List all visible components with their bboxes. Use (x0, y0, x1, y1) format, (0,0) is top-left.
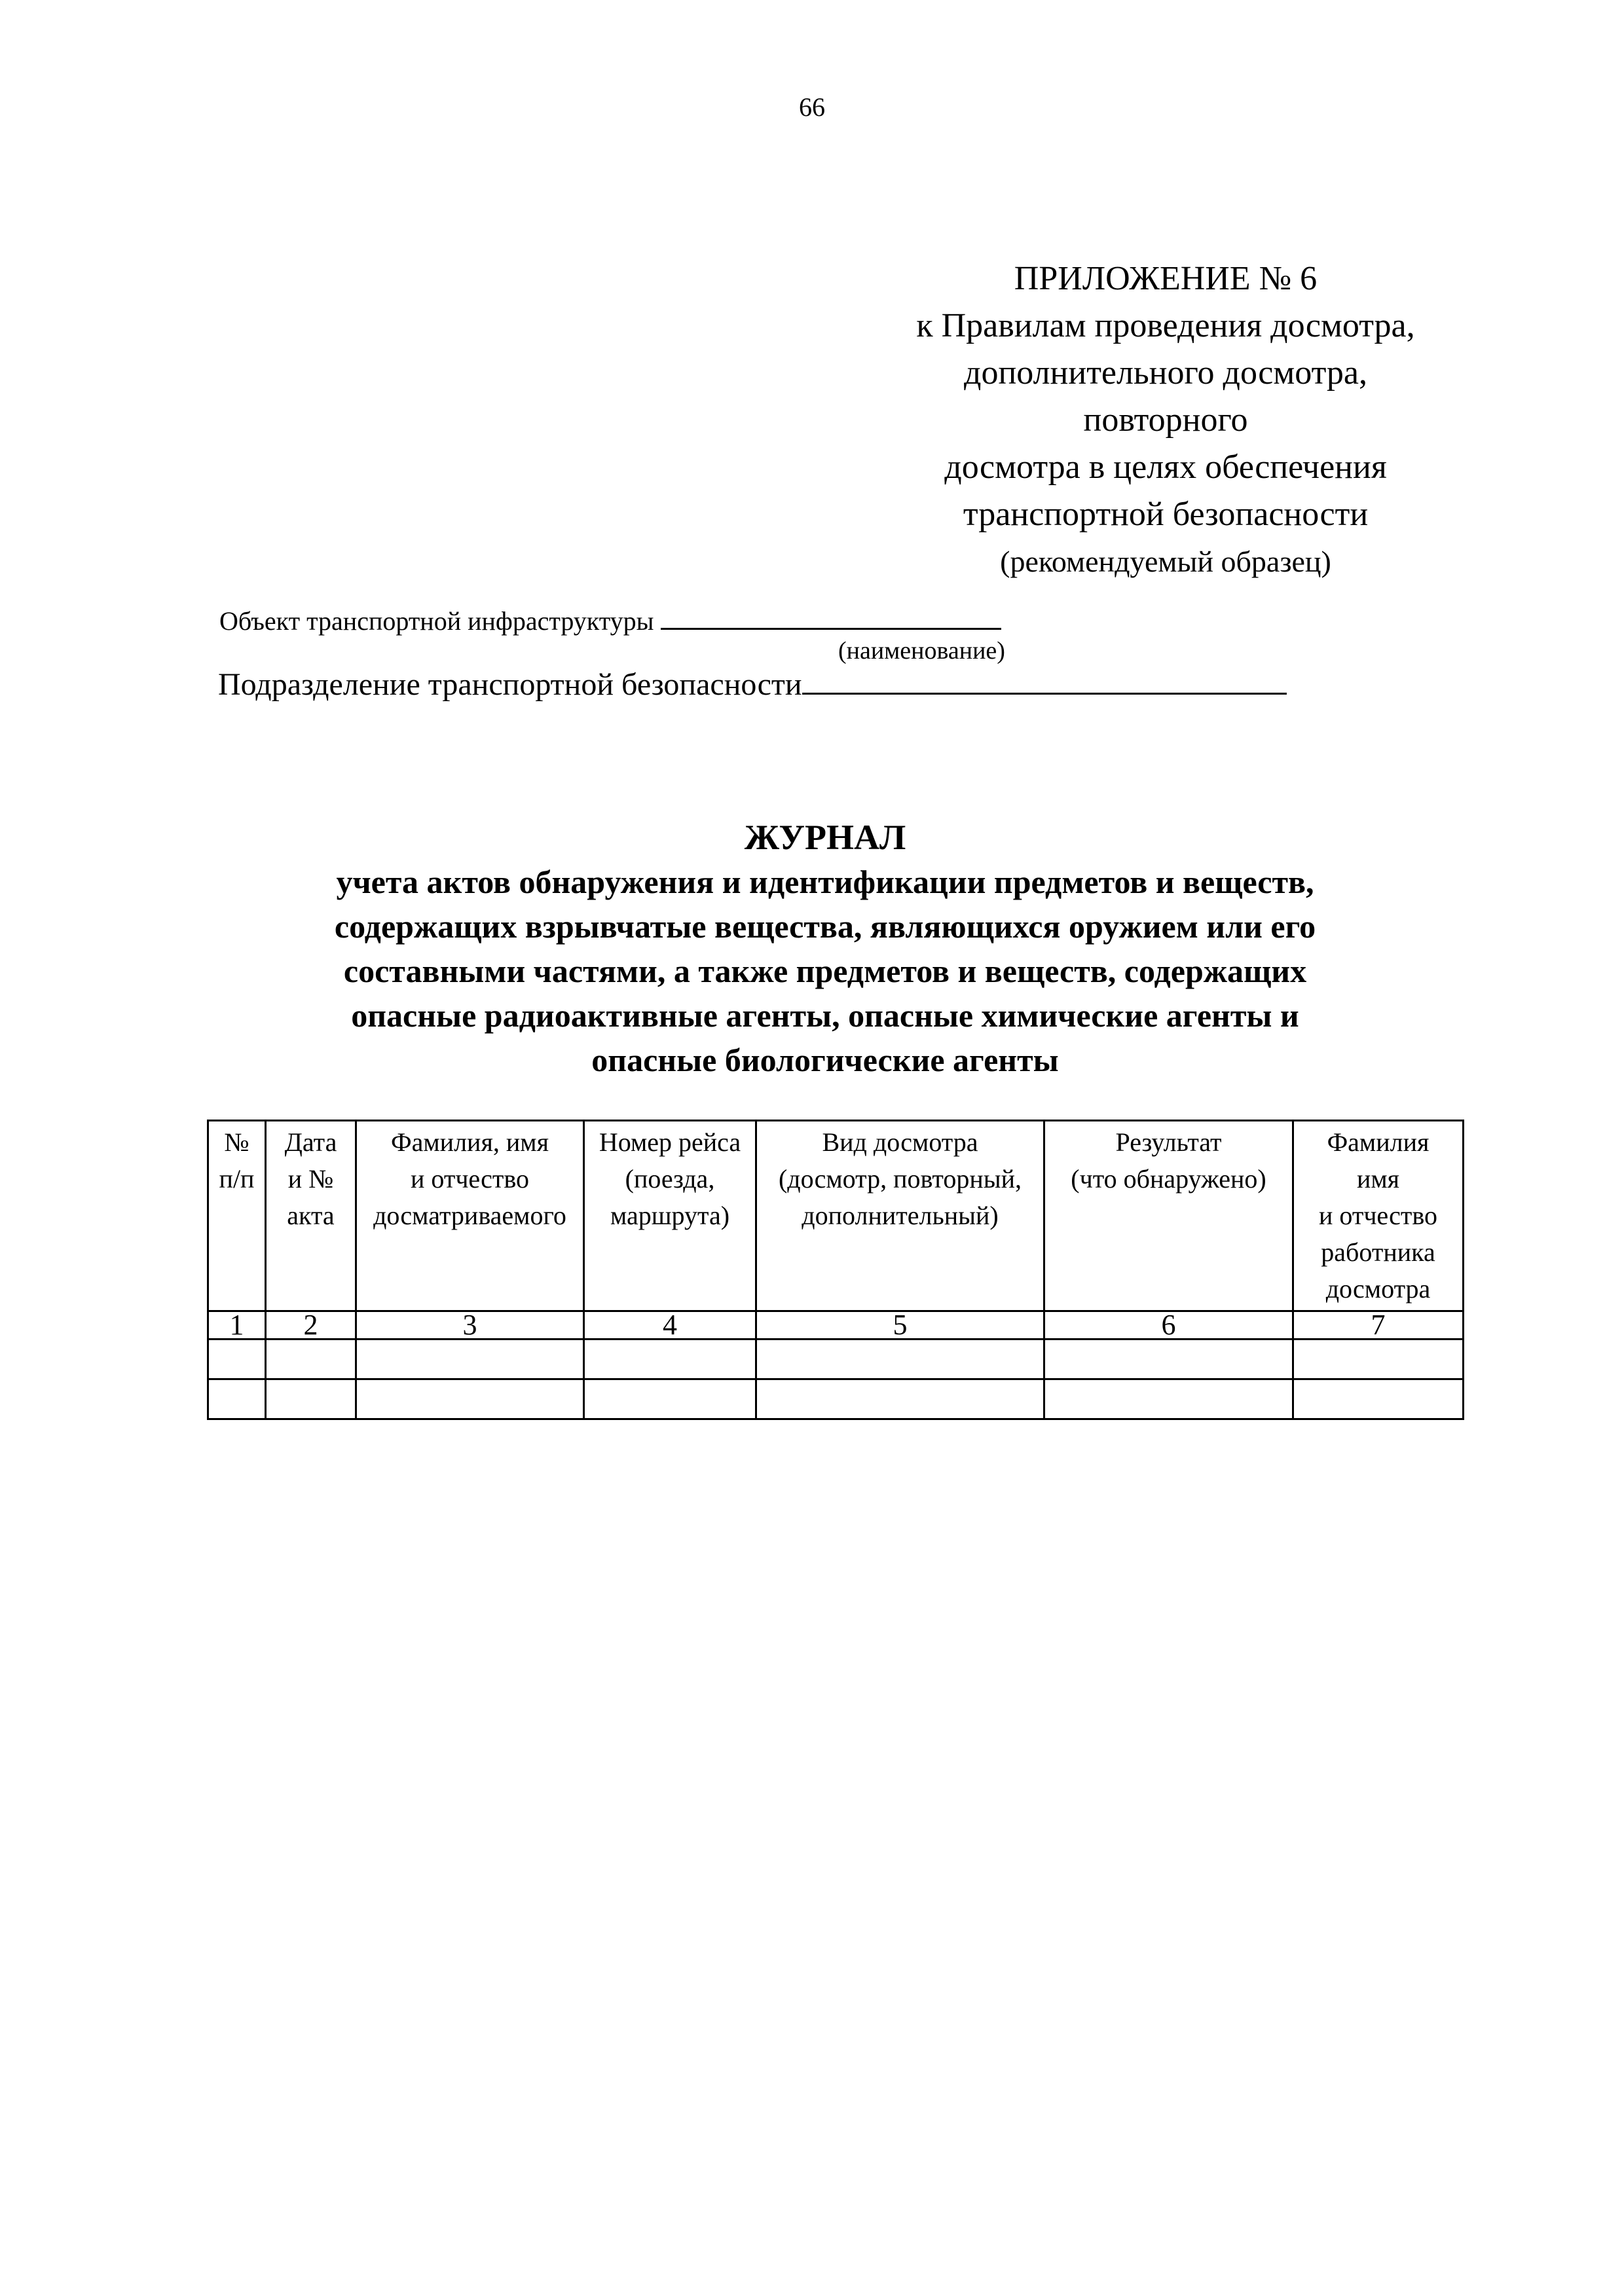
journal-heading (157, 815, 1493, 1082)
column-number-cell: 7 (1293, 1311, 1464, 1339)
column-number-cell: 6 (1044, 1311, 1293, 1339)
page-number: 66 (799, 92, 825, 122)
object-field (219, 606, 1001, 636)
header-flight-number: Номер рейса (поезда, маршрута) (584, 1121, 756, 1311)
table-row (208, 1379, 1464, 1419)
journal-subtitle-line-3: составными частями, а также предметов и веществ, содержащих (343, 953, 1307, 989)
table-cell (756, 1379, 1044, 1419)
header-number: № п/п (208, 1121, 266, 1311)
journal-title: ЖУРНАЛ (744, 818, 906, 857)
table-header-row (208, 1121, 1464, 1311)
header-inspection-type: Вид досмотра (досмотр, повторный, дополнительный) (756, 1121, 1044, 1311)
table-cell (208, 1379, 266, 1419)
table-row (208, 1339, 1464, 1379)
column-number-cell: 2 (266, 1311, 356, 1339)
header-date: Дата и № акта (266, 1121, 356, 1311)
journal-subtitle-line-4: опасные радиоактивные агенты, опасные химические агенты и (351, 997, 1299, 1034)
appendix-line-4: досмотра в целях обеспечения (944, 448, 1387, 486)
appendix-header (838, 255, 1493, 585)
appendix-note: (рекомендуемый образец) (1000, 545, 1331, 578)
object-field-blank (661, 627, 1001, 630)
column-number-cell: 4 (584, 1311, 756, 1339)
appendix-title: ПРИЛОЖЕНИЕ № 6 (1014, 260, 1318, 297)
appendix-line-3: повторного (1083, 401, 1248, 439)
journal-subtitle-line-1: учета актов обнаружения и идентификации предметов и веществ, (336, 864, 1314, 900)
header-inspector: Фамилия имя и отчество работника досмотра (1293, 1121, 1464, 1311)
journal-subtitle-line-5: опасные биологические агенты (591, 1042, 1059, 1078)
division-field-label: Подразделение транспортной безопасности (218, 667, 802, 702)
table-cell (1293, 1339, 1464, 1379)
table-cell (756, 1339, 1044, 1379)
table-cell (356, 1339, 584, 1379)
journal-table (207, 1120, 1464, 1420)
table-cell (1293, 1379, 1464, 1419)
table-cell (584, 1339, 756, 1379)
table-cell (208, 1339, 266, 1379)
appendix-line-1: к Правилам проведения досмотра, (916, 307, 1415, 344)
table-cell (584, 1379, 756, 1419)
header-result: Результат (что обнаружено) (1044, 1121, 1293, 1311)
column-number-row (208, 1311, 1464, 1339)
table-cell (356, 1379, 584, 1419)
table-cell (1044, 1339, 1293, 1379)
table-cell (266, 1339, 356, 1379)
division-field (218, 666, 1287, 702)
appendix-line-5: транспортной безопасности (963, 496, 1369, 533)
object-field-label: Объект транспортной инфраструктуры (219, 606, 654, 636)
appendix-line-2: дополнительного досмотра, (963, 354, 1368, 392)
header-inspected-person: Фамилия, имя и отчество досматриваемого (356, 1121, 584, 1311)
column-number-cell: 3 (356, 1311, 584, 1339)
object-field-hint: (наименование) (838, 637, 1005, 665)
table-cell (266, 1379, 356, 1419)
journal-subtitle-line-2: содержащих взрывчатые вещества, являющихся оружием или его (334, 908, 1316, 945)
table-cell (1044, 1379, 1293, 1419)
division-field-blank (802, 692, 1287, 695)
column-number-cell: 5 (756, 1311, 1044, 1339)
column-number-cell: 1 (208, 1311, 266, 1339)
